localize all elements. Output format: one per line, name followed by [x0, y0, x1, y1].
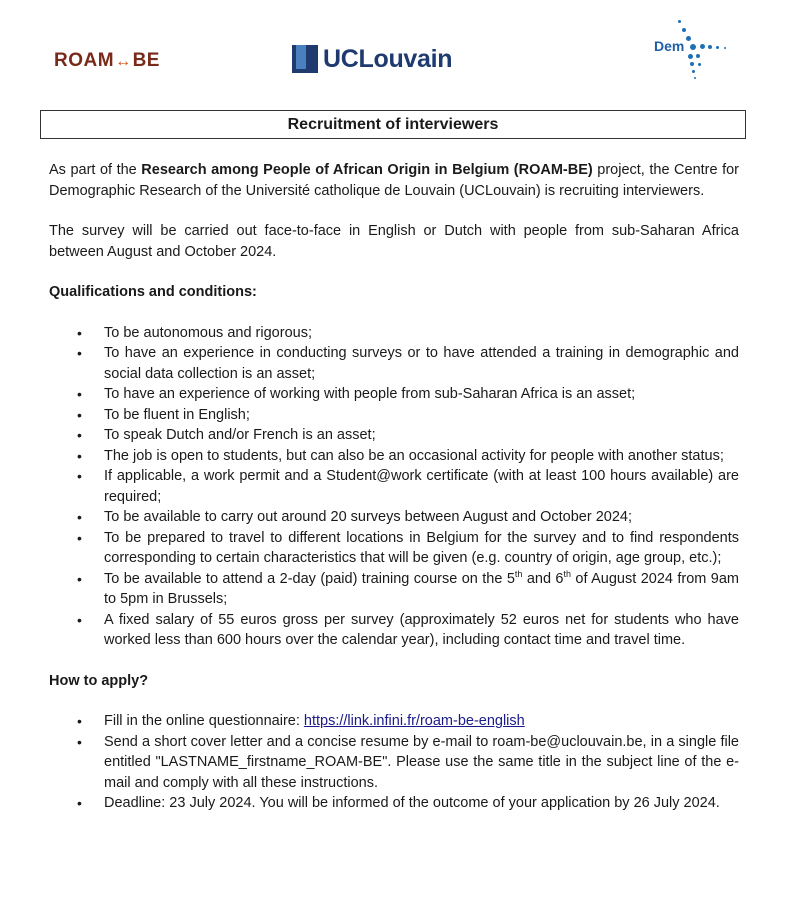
list-item: • The job is open to students, but can also be an occasional activity for people with another status; [49, 446, 739, 467]
list-item: • To be fluent in English; [49, 405, 739, 426]
list-item: • To speak Dutch and/or French is an asset; [49, 425, 739, 446]
list-item: • Send a short cover letter and a concise resume by e-mail to roam-be@uclouvain.be, in a single file entitled "LASTNAME_firstname_ROAM-BE". Please use the same title in the subject line of the e-mail and comply with all these instructions. [49, 732, 739, 794]
page-title: Recruitment of interviewers [40, 110, 746, 139]
list-item: • To be available to attend a 2-day (paid) training course on the 5th and 6th of August 2024 from 9am to 5pm in Brussels; [49, 569, 739, 610]
list-item: • To have an experience in conducting surveys or to have attended a training in demographic and social data collection is an asset; [49, 343, 739, 384]
list-item: • To be prepared to travel to different locations in Belgium for the survey and to find respondents corresponding to certain characteristics that will be given (e.g. country of origin, age group, etc.); [49, 528, 739, 569]
intro-paragraph: As part of the Research among People of African Origin in Belgium (ROAM-BE) project, the Centre for Demographic Research of the Université catholique de Louvain (UCLouvain) is recruiting interviewers. [49, 162, 740, 199]
questionnaire-link[interactable]: https://link.infini.fr/roam-be-english [303, 713, 525, 729]
apply-heading: How to apply? [49, 672, 149, 689]
apply-list [49, 711, 739, 814]
document-body [49, 160, 739, 834]
list-item: • A fixed salary of 55 euros gross per survey (approximately 52 euros net for students who have worked less than 600 hours over the calendar year), including contact time and travel time. [49, 610, 739, 651]
qualifications-list [49, 323, 739, 651]
header [0, 0, 788, 100]
uclouvain-mark-icon [292, 45, 318, 73]
list-item: • To be available to carry out around 20 surveys between August and October 2024; [49, 507, 739, 528]
list-item: • To have an experience of working with people from sub-Saharan Africa is an asset; [49, 384, 739, 405]
list-item: • Deadline: 23 July 2024. You will be informed of the outcome of your application by 26 July 2024. [49, 793, 739, 814]
qualifications-heading: Qualifications and conditions: [49, 284, 257, 300]
survey-paragraph: The survey will be carried out face-to-face in English or Dutch with people from sub-Saharan Africa between August and October 2024. [49, 223, 739, 260]
list-item: • Fill in the online questionnaire: https://link.infini.fr/roam-be-english [49, 711, 739, 732]
list-item: • If applicable, a work permit and a Student@work certificate (with at least 100 hours available) are required; [49, 466, 739, 507]
list-item: • To be autonomous and rigorous; [49, 323, 739, 344]
uclouvain-logo: UCLouvain [292, 44, 452, 74]
roam-be-logo: ROAM↔BE [54, 50, 160, 71]
demo-logo: Dem [644, 14, 734, 84]
